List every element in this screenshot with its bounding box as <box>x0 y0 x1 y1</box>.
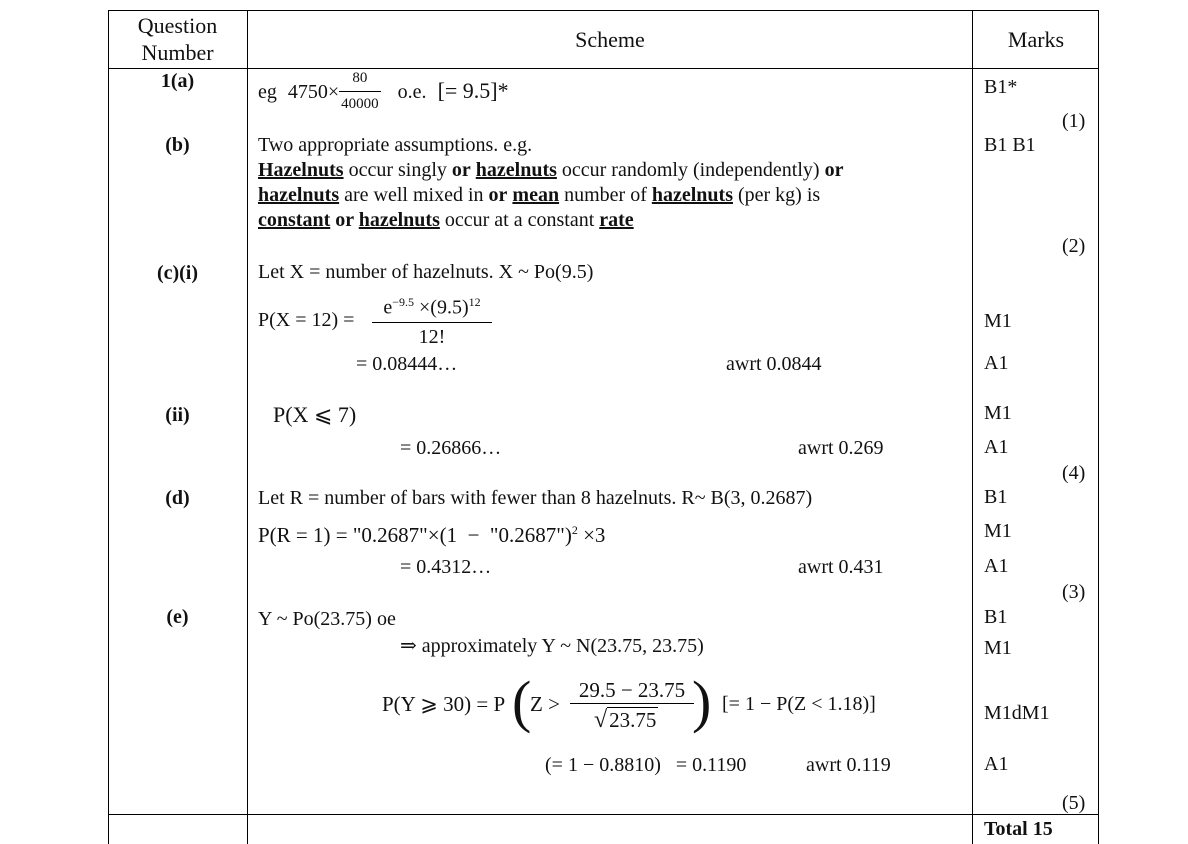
mark-1cii-m1: M1 <box>984 402 1012 424</box>
mark-1cii-a1: A1 <box>984 436 1009 458</box>
assumptions-line3 <box>258 183 843 208</box>
mark-1e-m1dm1: M1dM1 <box>984 702 1050 724</box>
mark-1d-a1: A1 <box>984 555 1009 577</box>
formula-power: 2 <box>571 523 578 537</box>
calc-4750: 4750× <box>287 81 340 104</box>
mark-1a: B1* <box>984 76 1018 98</box>
kw-constant: constant <box>258 209 331 231</box>
result-9-5: [= 9.5]* <box>437 78 509 104</box>
num-mid: ×(9.5) <box>414 296 469 319</box>
formula-rhs: ×3 <box>577 523 606 547</box>
y-poisson: Y ~ Po(23.75) oe <box>258 608 396 630</box>
subtotal-1a: (1) <box>1062 110 1086 132</box>
p-y-30-lhs: P(Y ⩾ 30) = P <box>382 692 506 716</box>
mark-1e-b1: B1 <box>984 606 1008 628</box>
result-1ci: = 0.08444… <box>356 353 458 375</box>
mark-1ci-a1: A1 <box>984 352 1009 374</box>
question-label-1b: (b) <box>165 134 190 156</box>
complement-bracket: [= 1 − P(Z < 1.18)] <box>722 693 876 715</box>
assumptions-intro: Two appropriate assumptions. e.g. <box>258 134 533 156</box>
scheme-1b <box>258 133 843 233</box>
grand-total: Total 15 <box>984 818 1053 840</box>
kw-mean: mean <box>512 184 560 206</box>
result-1cii: = 0.26866… <box>400 437 502 459</box>
kw-rate: rate <box>599 209 634 231</box>
num-e: e <box>383 296 393 319</box>
num-power: 12 <box>468 295 481 309</box>
mark-1e-m1: M1 <box>984 637 1012 659</box>
awrt-1ci: awrt 0.0844 <box>726 353 822 375</box>
subtotal-1c: (4) <box>1062 462 1086 484</box>
fraction-denominator: 40000 <box>341 96 379 112</box>
kw-hazelnuts: hazelnuts <box>651 184 733 206</box>
text-eg: eg <box>258 81 277 104</box>
let-x-definition: Let X = number of hazelnuts. X ~ Po(9.5) <box>258 261 594 283</box>
scheme-1a <box>258 70 509 117</box>
header-divider <box>108 68 1099 69</box>
binomial-formula <box>258 518 605 548</box>
header-question-line2: Number <box>141 40 214 65</box>
result-1d: = 0.4312… <box>400 556 492 578</box>
mark-1ci-m1: M1 <box>984 310 1012 332</box>
z-fraction-denominator: √23.75 <box>594 707 657 733</box>
header-scheme: Scheme <box>575 27 645 52</box>
subtotal-1d: (3) <box>1062 581 1086 603</box>
text-well-mixed: are well mixed in <box>339 184 489 206</box>
mark-1d-m1: M1 <box>984 520 1012 542</box>
assumptions-line2 <box>258 158 843 183</box>
normal-approx: ⇒ approximately Y ~ N(23.75, 23.75) <box>400 635 704 657</box>
final-value: (= 1 − 0.8810) = 0.1190 <box>545 754 747 776</box>
z-greater: Z > <box>530 692 560 716</box>
kw-hazelnuts: hazelnuts <box>358 209 440 231</box>
z-fraction-numerator: 29.5 − 23.75 <box>570 677 694 704</box>
header-question-number <box>108 12 247 66</box>
kw-or: or <box>824 159 844 181</box>
text-oe: o.e. <box>397 81 427 104</box>
text-occur-randomly: occur randomly (independently) <box>556 159 825 181</box>
kw-hazelnuts: hazelnuts <box>258 184 340 206</box>
fraction-80-40000 <box>339 66 381 117</box>
awrt-1cii: awrt 0.269 <box>798 437 884 459</box>
fraction-numerator: 80 <box>339 66 381 92</box>
total-divider <box>108 814 1099 815</box>
kw-or: or <box>488 184 508 206</box>
kw-or: or <box>451 159 471 181</box>
text-number-of: number of <box>559 184 652 206</box>
header-marks: Marks <box>1007 27 1065 52</box>
text-occur-singly: occur singly <box>343 159 452 181</box>
subtotal-1b: (2) <box>1062 235 1086 257</box>
assumptions-line4 <box>258 208 843 233</box>
awrt-1e: awrt 0.119 <box>806 754 891 776</box>
kw-or: or <box>330 209 359 231</box>
awrt-1d: awrt 0.431 <box>798 556 884 578</box>
left-paren: ( <box>512 669 532 734</box>
mark-1e-a1: A1 <box>984 753 1009 775</box>
header-question-line1: Question <box>137 13 218 38</box>
text-per-kg: (per kg) is <box>732 184 821 206</box>
formula-lhs: P(R = 1) = "0.2687"×(1 − "0.2687") <box>258 523 572 547</box>
question-label-1e: (e) <box>166 606 189 628</box>
subtotal-1e: (5) <box>1062 792 1086 814</box>
poisson-denominator: 12! <box>418 326 446 348</box>
p-x-12-lhs: P(X = 12) = <box>258 309 355 331</box>
let-r-definition: Let R = number of bars with fewer than 8 hazelnuts. R~ B(3, 0.2687) <box>258 487 813 509</box>
prob-1cii: P(X ⩽ 7) <box>273 402 357 427</box>
mark-1b: B1 B1 <box>984 134 1036 156</box>
num-exponent: −9.5 <box>392 295 415 309</box>
column-divider <box>247 10 248 844</box>
kw-hazelnuts: Hazelnuts <box>258 159 344 181</box>
kw-hazelnuts: hazelnuts <box>475 159 557 181</box>
sqrt-value: 23.75 <box>609 708 657 732</box>
mark-1d-b1: B1 <box>984 486 1008 508</box>
column-divider <box>972 10 973 844</box>
question-label-1d: (d) <box>165 487 190 509</box>
question-label-1a: 1(a) <box>160 70 195 92</box>
text-occur-constant: occur at a constant <box>439 209 600 231</box>
right-paren: ) <box>692 669 712 734</box>
question-label-1ci: (c)(i) <box>156 262 199 284</box>
poisson-numerator <box>372 288 492 323</box>
question-label-1cii: (ii) <box>165 404 190 426</box>
